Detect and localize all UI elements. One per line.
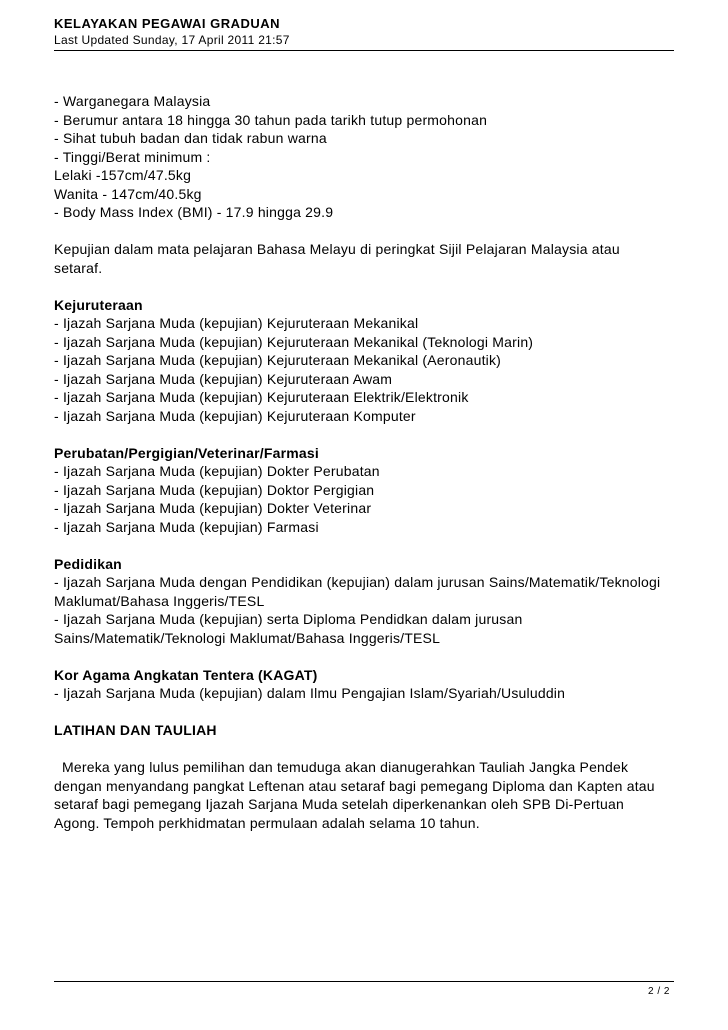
footer-divider	[54, 981, 674, 982]
last-updated: Last Updated Sunday, 17 April 2011 21:57	[54, 33, 290, 47]
section-kejuruteraan	[54, 296, 676, 426]
section-heading: Kor Agama Angkatan Tentera (KAGAT)	[54, 666, 318, 683]
section-kagat	[54, 666, 676, 703]
training-paragraph	[54, 758, 676, 832]
list-item: Sains/Matematik/Teknologi Maklumat/Bahasa Inggeris/TESL	[54, 629, 441, 646]
document-title: KELAYAKAN PEGAWAI GRADUAN	[54, 16, 281, 31]
list-item: - Ijazah Sarjana Muda (kepujian) serta Diploma Pendidkan dalam jurusan	[54, 611, 523, 627]
list-item: - Ijazah Sarjana Muda (kepujian) Farmasi	[54, 518, 319, 535]
requirement-line: - Berumur antara 18 hingga 30 tahun pada tarikh tutup permohonan	[54, 111, 488, 128]
list-item: Maklumat/Bahasa Inggeris/TESL	[54, 592, 265, 609]
list-item: - Ijazah Sarjana Muda (kepujian) Kejuruteraan Mekanikal (Aeronautik)	[54, 352, 502, 368]
list-item: - Ijazah Sarjana Muda (kepujian) dalam Ilmu Pengajian Islam/Syariah/Usuluddin	[54, 685, 566, 701]
list-item: - Ijazah Sarjana Muda (kepujian) Kejuruteraan Mekanikal (Teknologi Marin)	[54, 333, 534, 350]
header-divider	[54, 50, 674, 51]
list-item: - Ijazah Sarjana Muda dengan Pendidikan (kepujian) dalam jurusan Sains/Matematik/Teknologi	[54, 574, 661, 590]
paragraph-line: setaraf.	[54, 259, 103, 276]
language-requirement	[54, 240, 676, 277]
list-item: - Ijazah Sarjana Muda (kepujian) Kejuruteraan Komputer	[54, 407, 416, 424]
requirements-list	[54, 92, 676, 222]
list-item: - Ijazah Sarjana Muda (kepujian) Dokter Veterinar	[54, 500, 372, 516]
section-latihan-heading	[54, 721, 676, 740]
requirement-line: - Sihat tubuh badan dan tidak rabun warna	[54, 130, 327, 146]
section-pedidikan	[54, 555, 676, 648]
list-item: - Ijazah Sarjana Muda (kepujian) Kejuruteraan Mekanikal	[54, 315, 419, 331]
document-body	[54, 92, 676, 851]
section-heading: Pedidikan	[54, 555, 122, 572]
section-heading: Perubatan/Pergigian/Veterinar/Farmasi	[54, 444, 319, 461]
page-header	[54, 15, 674, 48]
paragraph-line: Kepujian dalam mata pelajaran Bahasa Melayu di peringkat Sijil Pelajaran Malaysia atau	[54, 241, 620, 257]
requirement-line: Lelaki -157cm/47.5kg	[54, 167, 192, 183]
section-heading: LATIHAN DAN TAULIAH	[54, 722, 217, 738]
requirement-line: - Warganegara Malaysia	[54, 93, 211, 109]
list-item: - Ijazah Sarjana Muda (kepujian) Kejuruteraan Elektrik/Elektronik	[54, 389, 469, 405]
paragraph-line: setaraf bagi pemegang Ijazah Sarjana Muda setelah diperkenankan oleh SPB Di-Pertuan	[54, 796, 624, 812]
requirement-line: Wanita - 147cm/40.5kg	[54, 185, 202, 202]
page-number: 2 / 2	[648, 986, 670, 997]
section-perubatan	[54, 444, 676, 537]
requirement-line: - Tinggi/Berat minimum :	[54, 148, 211, 165]
paragraph-line: dengan menyandang pangkat Leftenan atau setaraf bagi pemegang Diploma dan Kapten atau	[54, 777, 655, 794]
paragraph-line: Mereka yang lulus pemilihan dan temuduga akan dianugerahkan Tauliah Jangka Pendek	[62, 759, 629, 775]
requirement-line: - Body Mass Index (BMI) - 17.9 hingga 29.9	[54, 204, 334, 220]
list-item: - Ijazah Sarjana Muda (kepujian) Dokter Perubatan	[54, 463, 380, 479]
section-heading: Kejuruteraan	[54, 296, 143, 313]
paragraph-line: Agong. Tempoh perkhidmatan permulaan adalah selama 10 tahun.	[54, 814, 480, 831]
list-item: - Ijazah Sarjana Muda (kepujian) Kejuruteraan Awam	[54, 370, 393, 387]
list-item: - Ijazah Sarjana Muda (kepujian) Doktor Pergigian	[54, 481, 375, 498]
